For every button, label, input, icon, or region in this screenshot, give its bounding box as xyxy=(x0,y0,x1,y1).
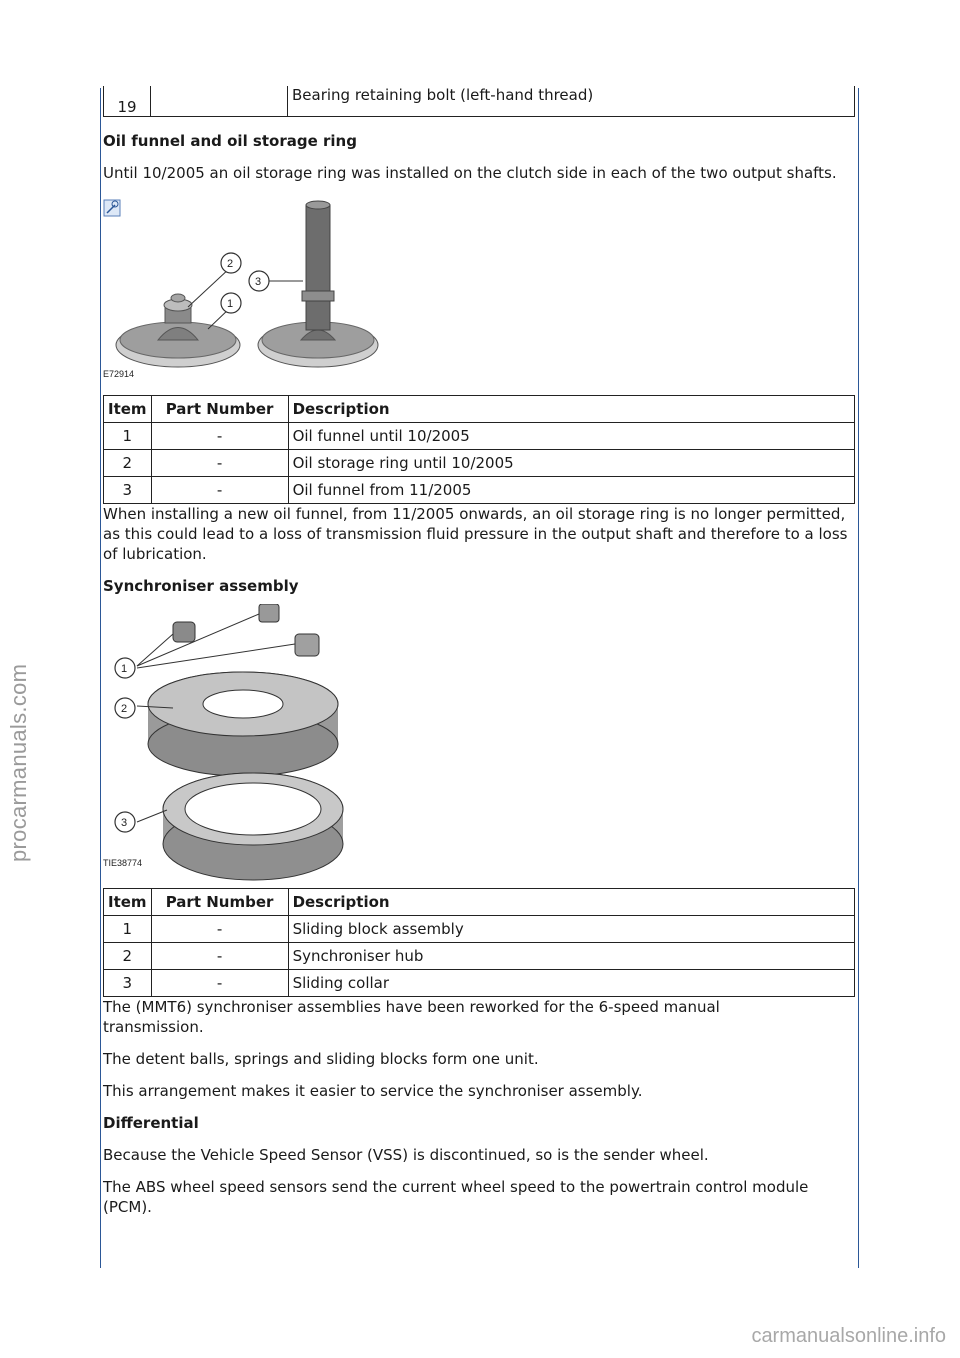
synchroniser-paragraph-1: The (MMT6) synchroniser assemblies have been reworked for the 6-speed manual transmission. xyxy=(103,998,720,1036)
table-header-row xyxy=(104,396,855,423)
header-item: Item xyxy=(104,396,152,423)
oil-funnel-illustration xyxy=(103,195,403,385)
table-row xyxy=(104,943,855,970)
oil-funnel-table xyxy=(103,395,855,504)
differential-paragraph-2: The ABS wheel speed sensors send the current wheel speed to the powertrain control module (PCM). xyxy=(103,1178,809,1216)
header-part-number: Part Number xyxy=(151,889,288,916)
section-heading-synchroniser: Synchroniser assembly xyxy=(103,577,299,595)
part-cell: - xyxy=(151,450,288,477)
part-cell xyxy=(151,86,288,117)
description-cell: Oil funnel from 11/2005 xyxy=(288,477,854,504)
callout-1: 1 xyxy=(121,663,128,675)
left-margin-rule xyxy=(100,88,101,1268)
callout-3: 3 xyxy=(255,276,262,288)
table-row xyxy=(104,423,855,450)
part-cell: - xyxy=(151,423,288,450)
footer-watermark: carmanualsonline.info xyxy=(751,1325,946,1347)
header-description: Description xyxy=(288,889,854,916)
top-table xyxy=(103,86,855,117)
oil-funnel-note: When installing a new oil funnel, from 11/2005 onwards, an oil storage ring is no longer permitted, as this could lead to a loss of transmission fluid pressure in the output shaft and therefore to a loss of lubrication. xyxy=(103,505,848,563)
differential-paragraph-1: Because the Vehicle Speed Sensor (VSS) is discontinued, so is the sender wheel. xyxy=(103,1146,709,1164)
intro-paragraph: Until 10/2005 an oil storage ring was installed on the clutch side in each of the two output shafts. xyxy=(103,164,837,182)
synchroniser-table xyxy=(103,888,855,997)
table-row xyxy=(104,477,855,504)
header-item: Item xyxy=(104,889,152,916)
description-cell: Sliding collar xyxy=(288,970,854,997)
callout-3: 3 xyxy=(121,817,128,829)
item-cell: 19 xyxy=(104,86,151,117)
callout-1: 1 xyxy=(227,298,234,310)
oil-funnel-figure xyxy=(103,195,855,385)
item-cell: 2 xyxy=(104,943,152,970)
table-row xyxy=(104,970,855,997)
description-cell: Synchroniser hub xyxy=(288,943,854,970)
header-description: Description xyxy=(288,396,854,423)
synchroniser-figure xyxy=(103,604,855,888)
section-heading-oil-funnel: Oil funnel and oil storage ring xyxy=(103,132,357,150)
figure-id: TIE38774 xyxy=(103,858,143,868)
table-row xyxy=(104,916,855,943)
synchroniser-illustration xyxy=(103,604,363,888)
description-cell: Sliding block assembly xyxy=(288,916,854,943)
callout-2: 2 xyxy=(121,703,128,715)
item-cell: 1 xyxy=(104,916,152,943)
side-watermark: procarmanuals.com xyxy=(6,663,31,862)
header-part-number: Part Number xyxy=(151,396,288,423)
synchroniser-paragraph-2: The detent balls, springs and sliding blocks form one unit. xyxy=(103,1050,539,1068)
item-cell: 3 xyxy=(104,970,152,997)
section-heading-differential: Differential xyxy=(103,1114,199,1132)
callout-2: 2 xyxy=(227,258,234,270)
part-cell: - xyxy=(151,943,288,970)
page-content xyxy=(103,86,855,1217)
item-cell: 2 xyxy=(104,450,152,477)
part-cell: - xyxy=(151,916,288,943)
description-cell: Oil storage ring until 10/2005 xyxy=(288,450,854,477)
part-cell: - xyxy=(151,970,288,997)
synchroniser-paragraph-3: This arrangement makes it easier to service the synchroniser assembly. xyxy=(103,1082,643,1100)
table-row xyxy=(104,86,855,117)
right-margin-rule xyxy=(858,88,859,1268)
item-cell: 3 xyxy=(104,477,152,504)
description-cell: Bearing retaining bolt (left-hand thread) xyxy=(288,86,855,117)
zoom-icon[interactable] xyxy=(104,200,120,216)
figure-id: E72914 xyxy=(103,369,135,379)
part-cell: - xyxy=(151,477,288,504)
description-cell: Oil funnel until 10/2005 xyxy=(288,423,854,450)
item-cell: 1 xyxy=(104,423,152,450)
table-header-row xyxy=(104,889,855,916)
table-row xyxy=(104,450,855,477)
